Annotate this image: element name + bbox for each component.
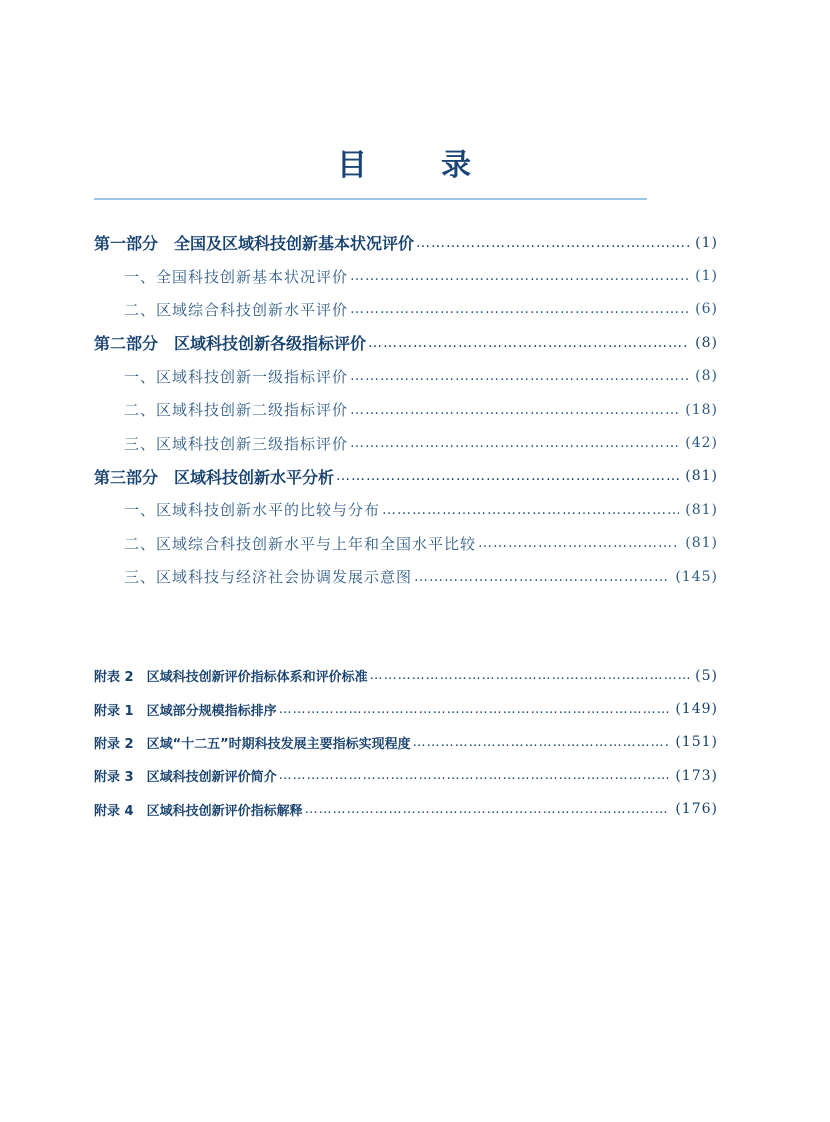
appendix-entry-page: (176) <box>675 801 718 818</box>
toc-entry-page: (6) <box>695 301 718 318</box>
dot-leader <box>305 802 670 817</box>
appendix-entry-label: 附表 2 区域科技创新评价指标体系和评价标准 <box>94 670 368 686</box>
dot-leader <box>350 301 689 317</box>
toc-entry-page: (18) <box>685 401 718 418</box>
toc-entry-label: 三、区域科技与经济社会协调发展示意图 <box>124 568 413 587</box>
toc-entry-section[interactable] <box>94 360 718 393</box>
appendix-entry-page: (149) <box>675 701 718 718</box>
appendix-entry-page: (5) <box>695 667 718 684</box>
toc-entry-page: (1) <box>695 234 718 251</box>
dot-leader <box>336 468 679 484</box>
dot-leader <box>368 335 689 351</box>
toc-entry-part-1[interactable] <box>94 226 718 259</box>
dot-leader <box>350 368 689 384</box>
toc-entry-label: 一、区域科技创新水平的比较与分布 <box>124 501 381 520</box>
page-title: 目 录 <box>337 148 493 183</box>
toc-entry-label: 二、区域综合科技创新水平与上年和全国水平比较 <box>124 534 477 553</box>
toc-entry-section[interactable] <box>94 293 718 326</box>
dot-leader <box>350 402 679 418</box>
dot-leader <box>350 435 679 451</box>
toc-entry-section[interactable] <box>94 393 718 426</box>
appendix-entry-page: (151) <box>675 734 718 751</box>
toc-entry-page: (8) <box>695 334 718 351</box>
toc-entry-label: 二、区域综合科技创新水平评价 <box>124 300 349 319</box>
toc-entry-page: (1) <box>695 268 718 285</box>
toc-entry-section[interactable] <box>94 493 718 526</box>
dot-leader <box>279 768 670 783</box>
appendix-entry[interactable] <box>94 759 718 792</box>
toc-entry-page: (8) <box>695 368 718 385</box>
dot-leader <box>478 535 679 551</box>
appendix-list <box>94 659 718 826</box>
toc-entry-label: 第一部分 全国及区域科技创新基本状况评价 <box>94 234 415 254</box>
appendix-entry-label: 附录 2 区域“十二五”时期科技发展主要指标实现程度 <box>94 736 411 752</box>
appendix-entry-label: 附录 4 区域科技创新评价指标解释 <box>94 803 303 819</box>
table-of-contents <box>94 226 718 593</box>
toc-entry-page: (81) <box>685 535 718 552</box>
appendix-entry[interactable] <box>94 726 718 759</box>
toc-entry-section[interactable] <box>94 426 718 459</box>
dot-leader <box>370 668 690 683</box>
toc-entry-label: 一、区域科技创新一级指标评价 <box>124 367 349 386</box>
appendix-entry-label: 附录 1 区域部分规模指标排序 <box>94 703 277 719</box>
toc-entry-label: 一、全国科技创新基本状况评价 <box>124 267 349 286</box>
toc-entry-part-2[interactable] <box>94 326 718 359</box>
toc-entry-label: 三、区域科技创新三级指标评价 <box>124 434 349 453</box>
dot-leader <box>414 569 669 585</box>
dot-leader <box>413 735 670 750</box>
title-divider <box>94 198 647 200</box>
toc-entry-section[interactable] <box>94 527 718 560</box>
dot-leader <box>416 235 689 251</box>
appendix-entry[interactable] <box>94 793 718 826</box>
toc-entry-label: 二、区域科技创新二级指标评价 <box>124 401 349 420</box>
toc-entry-page: (145) <box>675 568 718 585</box>
dot-leader <box>382 502 679 518</box>
appendix-entry[interactable] <box>94 692 718 725</box>
toc-entry-page: (42) <box>685 435 718 452</box>
toc-entry-page: (81) <box>685 468 718 485</box>
appendix-entry-page: (173) <box>675 767 718 784</box>
toc-entry-label: 第二部分 区域科技创新各级指标评价 <box>94 334 367 354</box>
appendix-entry[interactable] <box>94 659 718 692</box>
toc-entry-section[interactable] <box>94 259 718 292</box>
toc-entry-page: (81) <box>685 501 718 518</box>
toc-entry-label: 第三部分 区域科技创新水平分析 <box>94 467 335 487</box>
toc-entry-part-3[interactable] <box>94 460 718 493</box>
dot-leader <box>279 702 670 717</box>
appendix-entry-label: 附录 3 区域科技创新评价简介 <box>94 770 277 786</box>
dot-leader <box>350 268 689 284</box>
toc-entry-section[interactable] <box>94 560 718 593</box>
